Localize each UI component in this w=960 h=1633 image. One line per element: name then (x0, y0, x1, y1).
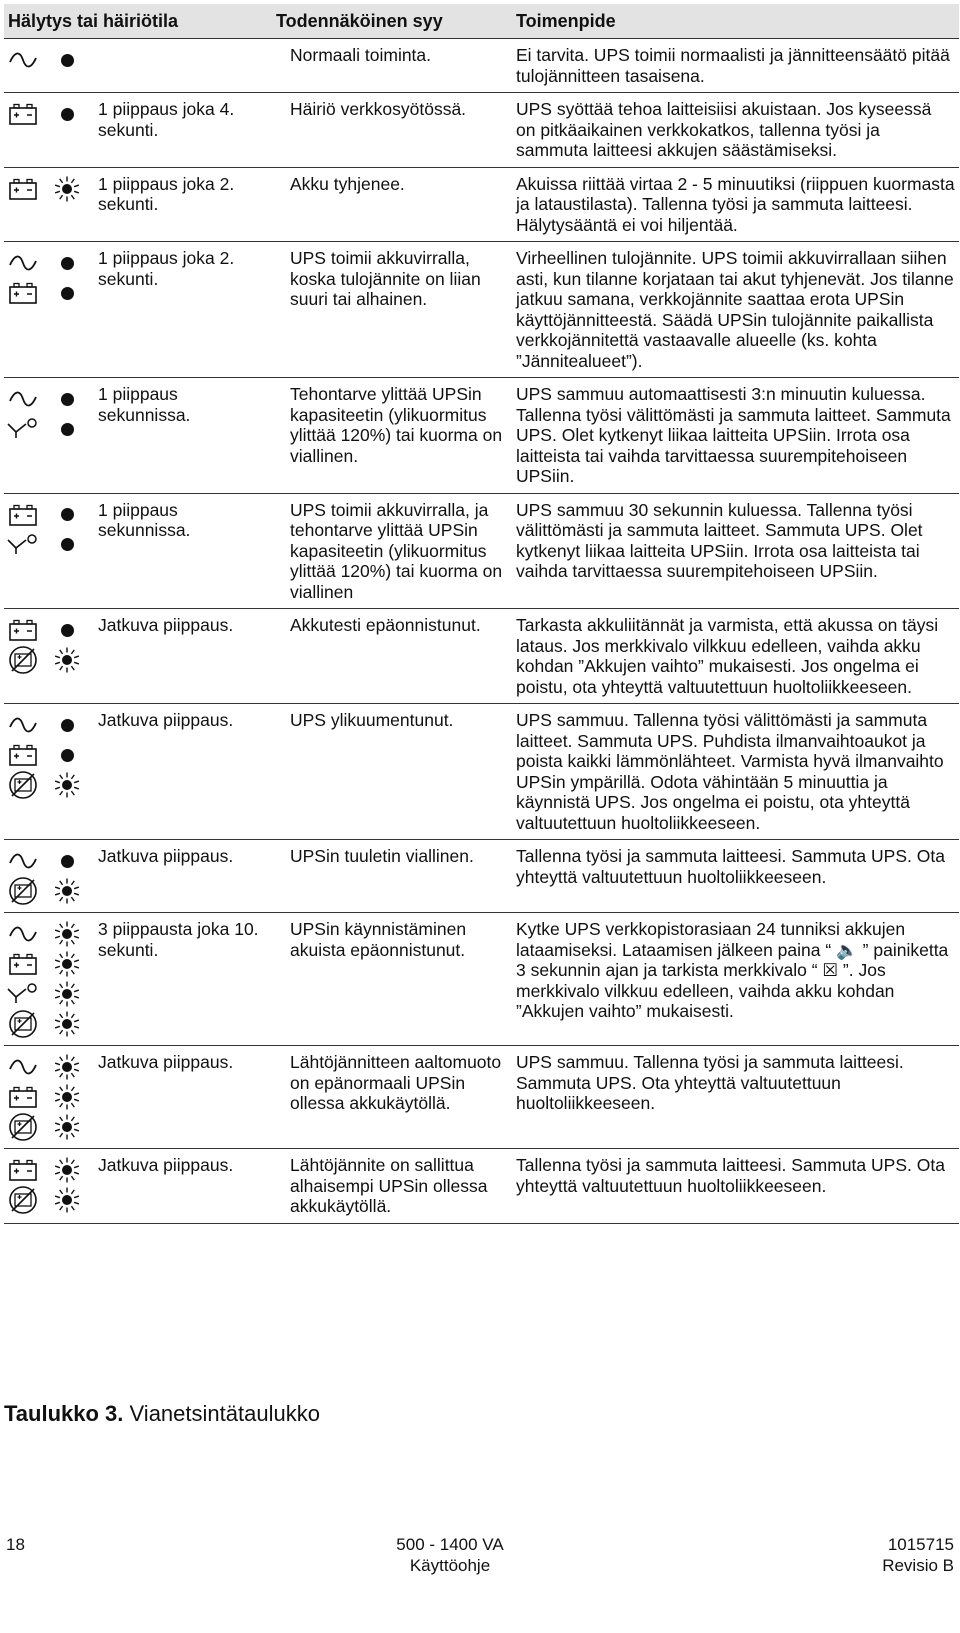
beep-pattern: 3 piippausta joka 10. sekunti. (84, 913, 272, 1046)
indicator-row (4, 1009, 80, 1039)
caption-label: Taulukko 3. (4, 1401, 124, 1426)
led-flashing-icon (54, 1009, 80, 1039)
table-row (4, 93, 959, 168)
led-flashing-icon (54, 1155, 80, 1185)
ac-line-icon (4, 45, 42, 75)
led-on-icon (54, 99, 80, 129)
led-flashing-icon (54, 876, 80, 906)
battery-fault-icon (4, 1009, 42, 1039)
table-row (4, 704, 959, 840)
table-row (4, 167, 959, 242)
probable-cause: UPS ylikuumentunut. (272, 704, 510, 840)
ac-line-icon (4, 919, 42, 949)
ac-line-icon (4, 248, 42, 278)
battery-icon (4, 99, 42, 129)
indicator-row (4, 99, 80, 129)
table-header-row (4, 4, 959, 39)
corrective-action: Ei tarvita. UPS toimii normaalisti ja jännitteensäätö pitää tulojännitteen tasaisena. (510, 39, 959, 93)
corrective-action: Tallenna työsi ja sammuta laitteesi. Sammuta UPS. Ota yhteyttä valtuutettuun huoltoliikkeeseen. (510, 840, 959, 913)
table-row (4, 242, 959, 378)
led-on-icon (54, 740, 80, 770)
table-row (4, 913, 959, 1046)
probable-cause: Tehontarve ylittää UPSin kapasiteetin (ylikuormitus ylittää 120%) tai kuorma on viallinen. (272, 378, 510, 494)
footer-doc-type: Käyttöohje (409, 1556, 491, 1575)
indicator-row (4, 278, 80, 308)
indicator-row (4, 500, 80, 530)
led-flashing-icon (54, 770, 80, 800)
indicator-row (4, 384, 80, 414)
led-flashing-icon (54, 949, 80, 979)
corrective-action: UPS sammuu 30 sekunnin kuluessa. Tallenna työsi välittömästi ja sammuta laitteet. Sammuta UPS. Olet kytkenyt liikaa laitteita UPSiin. Irrota osa laitteista tai vaihda tarvittaessa suurempitehoiseen UPSiin. (510, 493, 959, 609)
indicator-row (4, 770, 80, 800)
probable-cause: UPS toimii akkuvirralla, ja tehontarve ylittää UPSin kapasiteetin (ylikuormitus ylittää 120%) tai kuorma on viallinen (272, 493, 510, 609)
led-on-icon (54, 414, 80, 444)
header-action: Toimenpide (510, 4, 959, 39)
corrective-action: Akuissa riittää virtaa 2 - 5 minuutiksi (riippuen kuormasta ja lataustilasta). Tallenna työsi ja sammuta laitteesi. Hälytysääntä ei voi hiljentää. (510, 167, 959, 242)
probable-cause: UPS toimii akkuvirralla, koska tulojännite on liian suuri tai alhainen. (272, 242, 510, 378)
corrective-action: Tallenna työsi ja sammuta laitteesi. Sammuta UPS. Ota yhteyttä valtuutettuun huoltoliikkeeseen. (510, 1149, 959, 1224)
led-on-icon (54, 710, 80, 740)
probable-cause: Akku tyhjenee. (272, 167, 510, 242)
probable-cause: Häiriö verkkosyötössä. (272, 93, 510, 168)
indicator-row (4, 846, 80, 876)
probable-cause: Lähtöjännite on sallittua alhaisempi UPSin ollessa akkukäytöllä. (272, 1149, 510, 1224)
indicator-cell (4, 1046, 84, 1149)
battery-icon (4, 174, 42, 204)
indicator-row (4, 1112, 80, 1142)
led-on-icon (54, 530, 80, 560)
table-row (4, 378, 959, 494)
indicator-cell (4, 93, 84, 168)
probable-cause: Normaali toiminta. (272, 39, 510, 93)
led-flashing-icon (54, 1082, 80, 1112)
led-on-icon (54, 45, 80, 75)
indicator-cell (4, 242, 84, 378)
indicator-row (4, 740, 80, 770)
beep-pattern: Jatkuva piippaus. (84, 704, 272, 840)
indicator-cell (4, 704, 84, 840)
table-row (4, 1149, 959, 1224)
ac-line-icon (4, 384, 42, 414)
battery-icon (4, 278, 42, 308)
indicator-row (4, 710, 80, 740)
led-flashing-icon (54, 1112, 80, 1142)
table-caption (4, 1401, 320, 1427)
battery-fault-icon (4, 1185, 42, 1215)
corrective-action: Kytke UPS verkkopistorasiaan 24 tunniksi akkujen lataamiseksi. Lataamisen jälkeen paina “ 🔈 ” painiketta 3 sekunnin ajan ja tarkista merkkivalo “ ☒ ”. Jos merkkivalo vilkkuu edelleen, vaihda akku kohdan ”Akkujen vaihto” mukaisesti. (510, 913, 959, 1046)
indicator-cell (4, 609, 84, 704)
footer-doc-number: 1015715 (887, 1535, 954, 1554)
battery-icon (4, 615, 42, 645)
indicator-cell (4, 840, 84, 913)
corrective-action: Virheellinen tulojännite. UPS toimii akkuvirrallaan siihen asti, kun tilanne korjataan tai akut tyhjenevät. Jos tilanne jatkuu samana, verkkojännite saattaa erota UPSin käyttöjännitteestä. Säädä UPSin tulojännite paikallista verkkojännitettä vastaavalle alueelle (ks. kohta ”Jännitealueet”). (510, 242, 959, 378)
led-flashing-icon (54, 174, 80, 204)
beep-pattern: Jatkuva piippaus. (84, 1046, 272, 1149)
load-icon (4, 979, 42, 1009)
led-on-icon (54, 384, 80, 414)
probable-cause: UPSin käynnistäminen akuista epäonnistunut. (272, 913, 510, 1046)
indicator-row (4, 414, 80, 444)
indicator-cell (4, 167, 84, 242)
beep-pattern: 1 piippaus sekunnissa. (84, 378, 272, 494)
probable-cause: Akkutesti epäonnistunut. (272, 609, 510, 704)
indicator-row (4, 645, 80, 675)
table-row (4, 609, 959, 704)
beep-pattern: 1 piippaus joka 2. sekunti. (84, 242, 272, 378)
corrective-action: UPS sammuu. Tallenna työsi välittömästi ja sammuta laitteet. Sammuta UPS. Puhdista ilmanvaihtoaukot ja poista kaikki lämmönlähteet. Varmista hyvä ilmanvaihto UPSin ympärillä. Odota vähintään 5 minuuttia ja käynnistä UPS. Jos ongelma ei poistu, ota yhteyttä valtuutettuun huoltoliikkeeseen. (510, 704, 959, 840)
header-cause: Todennäköinen syy (272, 4, 510, 39)
footer-revision: Revisio B (882, 1556, 954, 1575)
indicator-cell (4, 378, 84, 494)
battery-icon (4, 1082, 42, 1112)
indicator-row (4, 1082, 80, 1112)
beep-pattern: 1 piippaus joka 2. sekunti. (84, 167, 272, 242)
indicator-row (4, 248, 80, 278)
led-on-icon (54, 615, 80, 645)
battery-icon (4, 1155, 42, 1185)
indicator-row (4, 1052, 80, 1082)
corrective-action: UPS sammuu automaattisesti 3:n minuutin kuluessa. Tallenna työsi välittömästi ja sammuta laitteet. Sammuta UPS. Olet kytkenyt liikaa laitteita UPSiin. Irrota osa laitteista tai vaihda tarvittaessa suurempitehoiseen UPSiin. (510, 378, 959, 494)
led-flashing-icon (54, 645, 80, 675)
indicator-row (4, 1155, 80, 1185)
indicator-cell (4, 1149, 84, 1224)
corrective-action: UPS syöttää tehoa laitteisiisi akuistaan. Jos kyseessä on pitkäaikainen verkkokatkos, tallenna työsi ja sammuta laitteesi akkujen säästämiseksi. (510, 93, 959, 168)
indicator-cell (4, 39, 84, 93)
troubleshooting-table (4, 4, 959, 1224)
footer-right (882, 1534, 954, 1576)
beep-pattern: 1 piippaus sekunnissa. (84, 493, 272, 609)
beep-pattern: Jatkuva piippaus. (84, 1149, 272, 1224)
beep-pattern (84, 39, 272, 93)
indicator-row (4, 919, 80, 949)
ac-line-icon (4, 710, 42, 740)
load-icon (4, 530, 42, 560)
beep-pattern: 1 piippaus joka 4. sekunti. (84, 93, 272, 168)
beep-pattern: Jatkuva piippaus. (84, 609, 272, 704)
ac-line-icon (4, 1052, 42, 1082)
indicator-row (4, 530, 80, 560)
led-flashing-icon (54, 919, 80, 949)
led-on-icon (54, 248, 80, 278)
probable-cause: UPSin tuuletin viallinen. (272, 840, 510, 913)
corrective-action: Tarkasta akkuliitännät ja varmista, että akussa on täysi lataus. Jos merkkivalo vilkkuu edelleen, vaihda akku kohdan ”Akkujen vaihto” mukaisesti. Jos ongelma ei poistu, ota yhteyttä valtuutettuun huoltoliikkeeseen. (510, 609, 959, 704)
indicator-cell (4, 913, 84, 1046)
table-row (4, 493, 959, 609)
led-on-icon (54, 846, 80, 876)
indicator-cell (4, 493, 84, 609)
page-number: 18 (6, 1535, 25, 1554)
battery-icon (4, 740, 42, 770)
table-row (4, 39, 959, 93)
probable-cause: Lähtöjännitteen aaltomuoto on epänormaali UPSin ollessa akkukäytöllä. (272, 1046, 510, 1149)
led-flashing-icon (54, 979, 80, 1009)
beep-pattern: Jatkuva piippaus. (84, 840, 272, 913)
caption-text: Vianetsintätaulukko (129, 1401, 320, 1426)
indicator-row (4, 45, 80, 75)
indicator-row (4, 1185, 80, 1215)
indicator-row (4, 876, 80, 906)
header-condition: Hälytys tai häiriötila (4, 4, 272, 39)
led-flashing-icon (54, 1052, 80, 1082)
led-on-icon (54, 500, 80, 530)
indicator-row (4, 949, 80, 979)
battery-icon (4, 500, 42, 530)
table-row (4, 1046, 959, 1149)
battery-icon (4, 949, 42, 979)
ac-line-icon (4, 846, 42, 876)
table-row (4, 840, 959, 913)
load-icon (4, 414, 42, 444)
led-flashing-icon (54, 1185, 80, 1215)
indicator-row (4, 615, 80, 645)
footer-model: 500 - 1400 VA (396, 1535, 504, 1554)
battery-fault-icon (4, 876, 42, 906)
indicator-row (4, 174, 80, 204)
battery-fault-icon (4, 645, 42, 675)
battery-fault-icon (4, 770, 42, 800)
footer-center (380, 1534, 520, 1576)
indicator-row (4, 979, 80, 1009)
led-on-icon (54, 278, 80, 308)
corrective-action: UPS sammuu. Tallenna työsi ja sammuta laitteesi. Sammuta UPS. Ota yhteyttä valtuutettuun huoltoliikkeeseen. (510, 1046, 959, 1149)
battery-fault-icon (4, 1112, 42, 1142)
